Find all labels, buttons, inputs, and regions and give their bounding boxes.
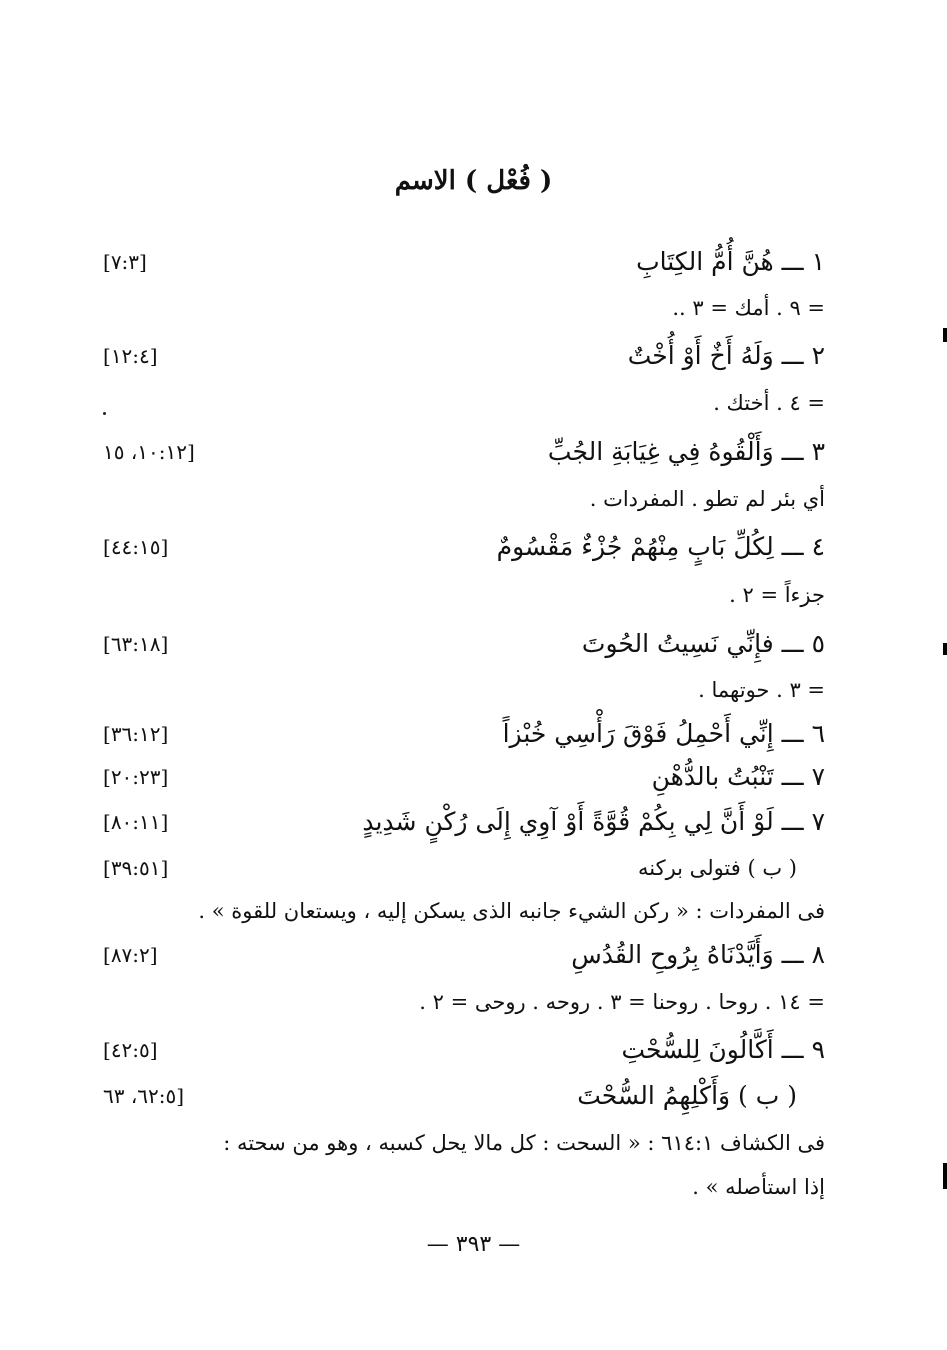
entry-line bbox=[95, 432, 825, 472]
entry-line bbox=[95, 670, 825, 710]
entry-text: = ٣ . حوتهما . bbox=[698, 678, 825, 702]
entry-text: ٤ ـــ لِكُلِّ بَابٍ مِنْهُمْ جُزْءٌ مَقْسُومٌ bbox=[496, 532, 825, 561]
entry-reference: [٣٦:١٢] bbox=[103, 722, 169, 746]
entry-line bbox=[95, 288, 825, 328]
entry-text: ( ب ) فتولى بركنه bbox=[637, 856, 797, 880]
page-number: — ٣٩٣ — bbox=[426, 1232, 521, 1257]
entry-text: ٦ ـــ إِنِّي أَحْمِلُ فَوْقَ رَأْسِي خُبْزاً bbox=[502, 719, 825, 748]
entry-line bbox=[95, 1076, 825, 1116]
entry-line bbox=[95, 982, 825, 1022]
entry-text: ٨ ـــ وَأَيَّدْنَاهُ بِرُوحِ القُدُسِ bbox=[571, 940, 825, 969]
entry-text: ( ب ) وَأَكْلِهِمُ السُّحْتَ bbox=[577, 1081, 797, 1110]
entry-line bbox=[95, 714, 825, 754]
entry-text: ٢ ـــ وَلَهُ أَخٌ أَوْ أُخْتٌ bbox=[627, 341, 825, 370]
entry-line bbox=[95, 624, 825, 664]
entry-reference: [١٢:٤] bbox=[103, 344, 158, 368]
entry-reference: [٦٣:١٨] bbox=[103, 632, 169, 656]
entry-reference: [٦٢:٥، ٦٣ bbox=[103, 1084, 185, 1108]
entry-reference: [٧:٣] bbox=[103, 250, 147, 274]
entry-text: فى الكشاف ٦١٤:١ : « السحت : كل مالا يحل كسبه ، وهو من سحته : bbox=[223, 1131, 825, 1155]
entry-line bbox=[95, 757, 825, 797]
entry-line bbox=[95, 1167, 825, 1207]
entry-text: = ١٤ . روحا . روحنا = ٣ . روحه . روحى = ٢ . bbox=[419, 990, 825, 1014]
entry-line bbox=[95, 802, 825, 842]
entry-text: ١ ـــ هُنَّ أُمُّ الكِتَابِ bbox=[636, 247, 825, 276]
entry-text: إذا استأصله » . bbox=[692, 1175, 825, 1199]
entry-text: ٩ ـــ أَكَّالُونَ لِلسُّحْتِ bbox=[621, 1035, 825, 1064]
entry-reference: [٨٧:٢] bbox=[103, 943, 158, 967]
margin-mark bbox=[943, 643, 947, 655]
entry-text: = ٩ . أمك = ٣ .. bbox=[672, 296, 825, 320]
entry-text: أي بئر لم تطو . المفردات . bbox=[589, 487, 825, 511]
section-title: ( فُعْل ) الاسم bbox=[394, 166, 553, 196]
entry-reference: [٤٢:٥] bbox=[103, 1038, 158, 1062]
entry-reference: [٣٩:٥١] bbox=[103, 856, 169, 880]
entry-line bbox=[95, 527, 825, 567]
entry-text: ٥ ـــ فإِنِّي نَسِيتُ الحُوتَ bbox=[581, 629, 825, 658]
margin-mark bbox=[943, 1163, 947, 1189]
ink-speck bbox=[103, 412, 106, 415]
entry-line bbox=[95, 242, 825, 282]
margin-mark bbox=[943, 328, 947, 342]
entry-reference: [١٠:١٢، ١٥ bbox=[103, 440, 195, 464]
entry-line bbox=[95, 336, 825, 376]
entry-reference: [٢٠:٢٣] bbox=[103, 765, 169, 789]
entry-line bbox=[95, 848, 825, 888]
entry-line bbox=[95, 479, 825, 519]
entry-text: = ٤ . أختك . bbox=[713, 391, 825, 415]
entry-line bbox=[95, 575, 825, 615]
entry-line bbox=[95, 1030, 825, 1070]
entry-line bbox=[100, 891, 825, 931]
entry-text: ٧ ـــ تَنْبُتُ بالدُّهْنِ bbox=[651, 762, 825, 791]
entry-line bbox=[100, 1123, 825, 1163]
entry-text: فى المفردات : « ركن الشيء جانبه الذى يسكن إليه ، ويستعان للقوة » . bbox=[198, 899, 825, 923]
entry-text: ٣ ـــ وَأَلْقُوهُ فِي غِيَابَةِ الجُبِّ bbox=[547, 437, 825, 466]
entry-line bbox=[95, 383, 825, 423]
entry-reference: [٨٠:١١] bbox=[103, 810, 169, 834]
entry-reference: [٤٤:١٥] bbox=[103, 535, 169, 559]
entry-line bbox=[95, 935, 825, 975]
entry-text: ٧ ـــ لَوْ أَنَّ لِي بِكُمْ قُوَّةً أَوْ آوِي إِلَى رُكْنٍ شَدِيدٍ bbox=[362, 807, 825, 836]
entry-text: جزءاً = ٢ . bbox=[729, 583, 825, 607]
